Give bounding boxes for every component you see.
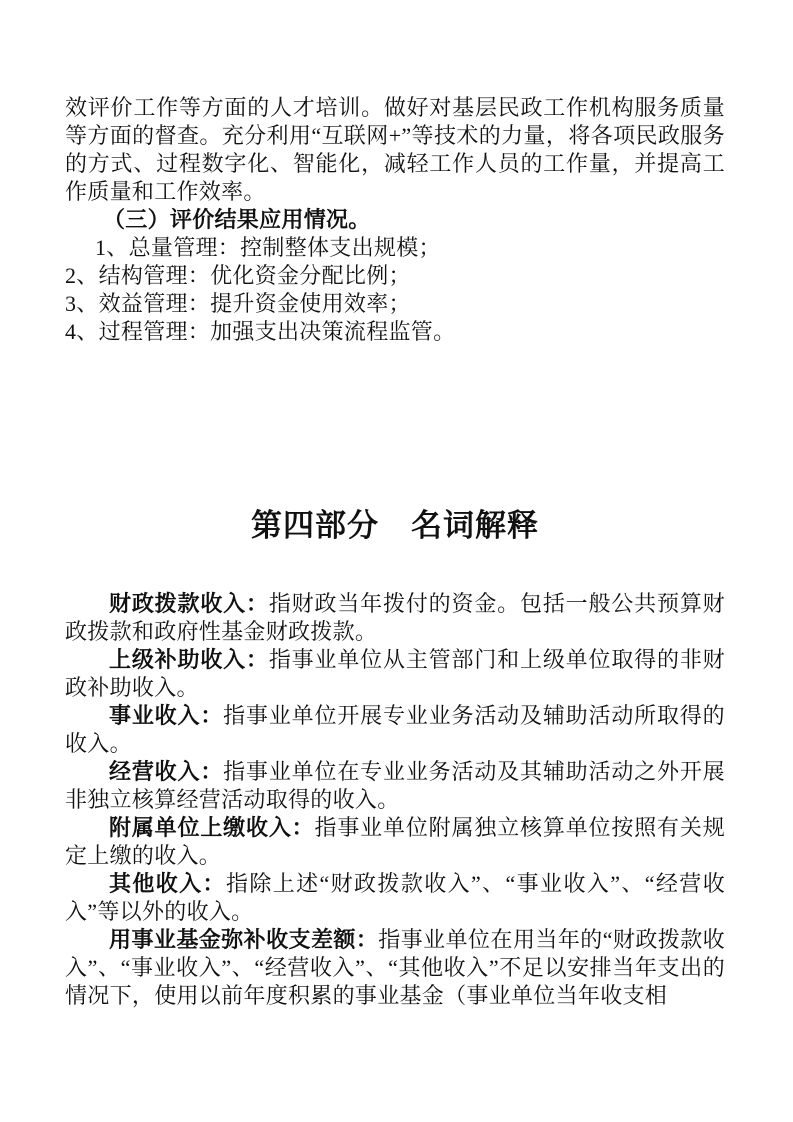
glossary-term: 附属单位上缴收入： — [109, 815, 315, 840]
section-title: 第四部分 名词解释 — [251, 508, 539, 543]
glossary-definition: 指事业单位在用当年的“财政拨款收入”、“事业收入”、“经营收入”、“其他收入”不足以安排当年支出的情况下，使用以前年度积累的事业基金（事业单位当年收支相 — [65, 927, 725, 1008]
glossary-term: 事业收入： — [109, 703, 224, 728]
glossary-term: 上级补助收入： — [109, 647, 269, 672]
glossary-entry — [65, 590, 725, 646]
glossary-entry — [65, 870, 725, 926]
glossary-definition: 指事业单位从主管部门和上级单位取得的非财政补助收入。 — [65, 647, 725, 700]
list-item-4: 4、过程管理：加强支出决策流程监管。 — [65, 319, 456, 344]
glossary-definition: 指除上述“财政拨款收入”、“事业收入”、“经营收入”等以外的收入。 — [65, 871, 725, 924]
glossary-entry — [65, 646, 725, 702]
list-item-1: 1、总量管理：控制整体支出规模； — [95, 235, 441, 260]
list-item-2: 2、结构管理：优化资金分配比例； — [65, 263, 411, 288]
glossary-term: 经营收入： — [109, 759, 224, 784]
glossary-term: 财政拨款收入： — [109, 591, 269, 616]
page-content — [65, 94, 725, 1010]
glossary-entry — [65, 814, 725, 870]
glossary-entry — [65, 758, 725, 814]
glossary-definition: 指事业单位附属独立核算单位按照有关规定上缴的收入。 — [65, 815, 725, 868]
subsection-heading: （三）评价结果应用情况。 — [103, 207, 371, 232]
continuation-paragraph: 效评价工作等方面的人才培训。做好对基层民政工作机构服务质量等方面的督查。充分利用“互联网+”等技术的力量，将各项民政服务的方式、过程数字化、智能化，减轻工作人员的工作量，并提高工作质量和工作效率。 — [65, 95, 725, 204]
list-item-3: 3、效益管理：提升资金使用效率； — [65, 291, 411, 316]
glossary-term: 其他收入： — [109, 871, 226, 896]
glossary-definition: 指财政当年拨付的资金。包括一般公共预算财政拨款和政府性基金财政拨款。 — [65, 591, 725, 644]
glossary-entry — [65, 926, 725, 1010]
glossary-entry — [65, 702, 725, 758]
glossary-term: 用事业基金弥补收支差额： — [109, 927, 379, 952]
glossary-definition: 指事业单位开展专业业务活动及辅助活动所取得的收入。 — [65, 703, 725, 756]
glossary-definition: 指事业单位在专业业务活动及其辅助活动之外开展非独立核算经营活动取得的收入。 — [65, 759, 725, 812]
